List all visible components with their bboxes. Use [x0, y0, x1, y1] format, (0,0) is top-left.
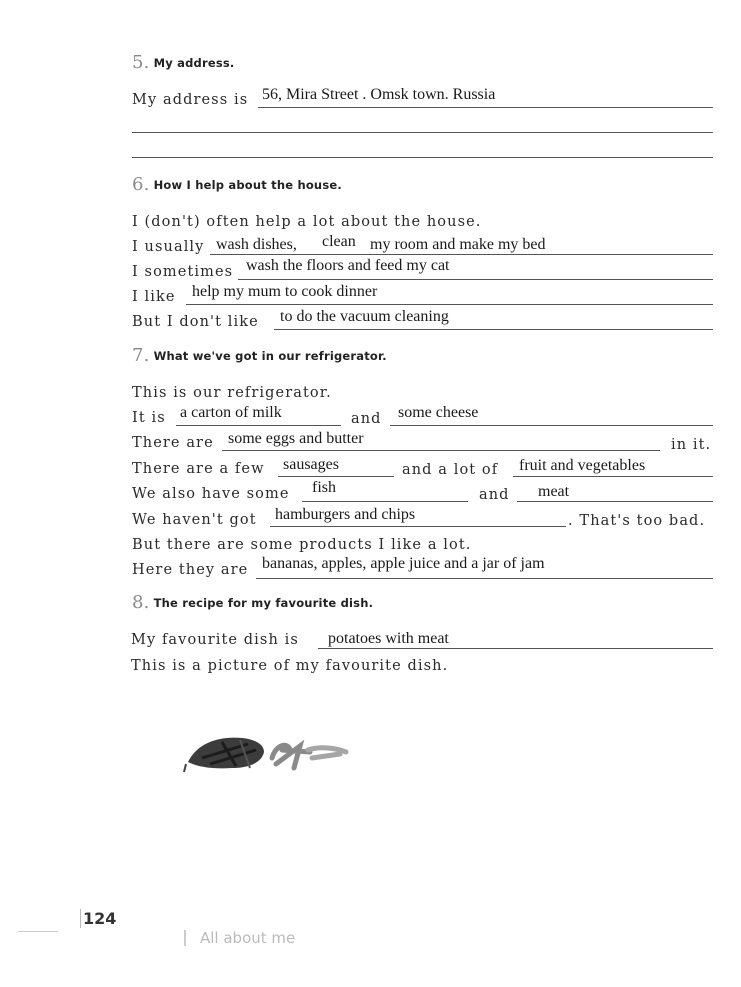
section-number: 7. [132, 345, 150, 366]
lot-line [513, 476, 713, 477]
address-prompt: My address is [132, 92, 249, 108]
dont-like-answer: to do the vacuum cleaning [280, 308, 449, 325]
also-answer: fish [312, 479, 336, 496]
and-label: and [351, 411, 382, 427]
and2-answer: meat [538, 483, 570, 500]
usually-prompt: I usually [132, 239, 205, 255]
like-prompt: I like [132, 289, 176, 305]
section-number: 6. [132, 174, 150, 195]
too-bad-label: . That's too bad. [568, 513, 706, 529]
dish-answer: potatoes with meat [328, 630, 449, 647]
in-it-label: in it. [671, 437, 712, 453]
dont-like-prompt: But I don't like [132, 314, 259, 330]
address-line [258, 107, 713, 108]
it-is-answer: a carton of milk [180, 404, 282, 421]
and2-line [517, 501, 713, 502]
page-number: 124 [80, 909, 116, 928]
havent-line [270, 526, 566, 527]
there-are-answer: some eggs and butter [228, 430, 364, 447]
blank-line [132, 157, 713, 158]
and-line [390, 425, 713, 426]
dont-like-line [274, 329, 713, 330]
lot-answer: fruit and vegetables [519, 457, 646, 474]
blank-line [132, 132, 713, 133]
house-intro: I (don't) often help a lot about the house. [132, 214, 482, 230]
and2-label: and [479, 487, 510, 503]
like-answer: help my mum to cook dinner [192, 283, 378, 300]
section-title: What we've got in our refrigerator. [153, 349, 387, 363]
few-answer: sausages [283, 456, 339, 473]
dish-line [318, 648, 713, 649]
fridge-intro: This is our refrigerator. [132, 385, 332, 401]
it-is-prompt: It is [132, 410, 166, 426]
sometimes-line [238, 279, 713, 280]
section-title: How I help about the house. [153, 178, 342, 192]
havent-prompt: We haven't got [132, 512, 257, 528]
section-6-heading [132, 174, 342, 195]
section-5-heading [132, 52, 234, 73]
havent-answer: hamburgers and chips [275, 506, 416, 523]
products-text: But there are some products I like a lot. [132, 537, 472, 553]
footer-title: All about me [200, 929, 296, 947]
usually-answer-c: my room and make my bed [370, 236, 546, 253]
dish-drawing [180, 728, 355, 778]
address-answer: 56, Mira Street . Omsk town. Russia [262, 86, 496, 103]
section-number: 8. [132, 592, 150, 613]
dish-prompt: My favourite dish is [131, 632, 299, 648]
like-line [186, 304, 713, 305]
section-number: 5. [132, 52, 150, 73]
here-prompt: Here they are [132, 562, 249, 578]
there-are-prompt: There are [132, 435, 214, 451]
also-prompt: We also have some [132, 486, 290, 502]
section-8-heading [132, 592, 373, 613]
few-prompt: There are a few [132, 461, 265, 477]
here-answer: bananas, apples, apple juice and a jar of jam [262, 555, 545, 572]
section-7-heading [132, 345, 387, 366]
usually-answer-a: wash dishes, [216, 236, 297, 253]
it-is-line [176, 425, 341, 426]
few-line [278, 476, 394, 477]
usually-line [210, 254, 713, 255]
also-line [302, 501, 468, 502]
usually-answer-b: clean [322, 233, 356, 250]
there-are-line [222, 450, 660, 451]
and-answer: some cheese [398, 404, 479, 421]
sometimes-answer: wash the floors and feed my cat [246, 257, 450, 274]
section-title: The recipe for my favourite dish. [153, 596, 374, 610]
footer-dash [18, 931, 58, 932]
dish-picture-text: This is a picture of my favourite dish. [131, 658, 449, 674]
sometimes-prompt: I sometimes [132, 264, 234, 280]
section-title: My address. [153, 56, 235, 70]
footer-divider [184, 930, 186, 946]
here-line [256, 578, 713, 579]
lot-prompt: and a lot of [402, 462, 499, 478]
